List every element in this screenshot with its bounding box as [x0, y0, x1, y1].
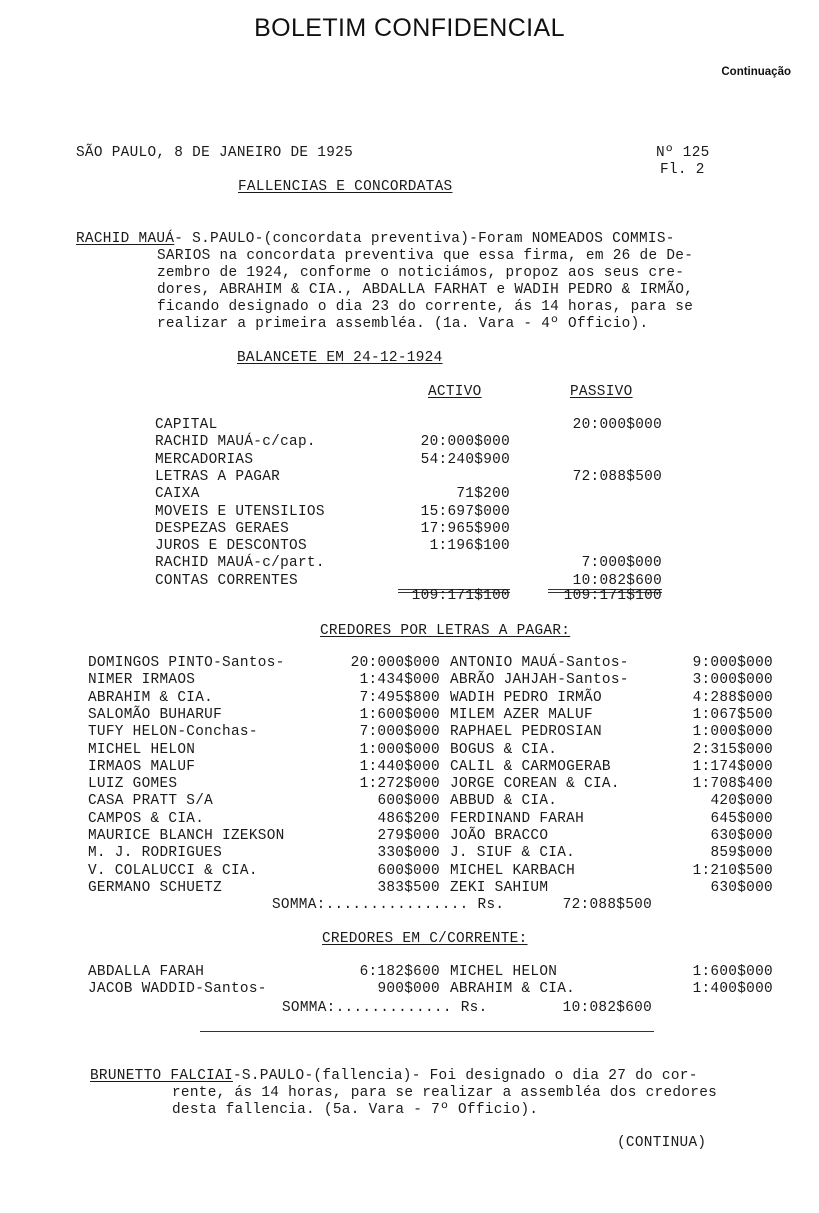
balance-row-passivo: 20:000$000	[572, 417, 662, 433]
creditor-amount: 1:600$000	[359, 706, 440, 723]
creditor-amount: 645$000	[710, 810, 773, 827]
creditor-amount: 383$500	[377, 879, 440, 896]
entry-line	[90, 1068, 698, 1086]
creditor-name: M. J. RODRIGUES	[88, 845, 223, 862]
balance-row-label: RACHID MAUÁ-c/part.	[155, 555, 325, 572]
balance-row-label: JUROS E DESCONTOS	[155, 538, 307, 555]
creditor-amount: 1:434$000	[359, 672, 440, 689]
creditor-amount: 1:708$400	[692, 776, 773, 793]
balance-row-label: MERCADORIAS	[155, 451, 254, 468]
creditor-amount: 20:000$000	[350, 655, 440, 671]
creditor-name: MICHEL HELON	[88, 741, 196, 758]
creditor-amount: 7:495$800	[359, 689, 440, 706]
creditor-name: ABBUD & CIA.	[450, 793, 558, 810]
creditor-name: JOÃO BRACCO	[450, 828, 549, 844]
creditor-amount: 630$000	[710, 879, 773, 896]
creditor-amount: 7:000$000	[359, 724, 440, 741]
continues-label: (CONTINUA)	[617, 1135, 707, 1151]
creditor-name: MAURICE BLANCH IZEKSON	[88, 828, 285, 844]
creditor-amount: 600$000	[377, 862, 440, 879]
issue-number: Nº 125	[656, 145, 710, 161]
creditor-name: ABRÃO JAHJAH-Santos-	[450, 672, 629, 689]
creditor-name: NIMER IRMAOS	[88, 672, 196, 689]
creditor-name: CAMPOS & CIA.	[88, 810, 205, 827]
creditor-amount: 1:400$000	[692, 981, 773, 998]
balance-row-passivo: 7:000$000	[581, 555, 662, 572]
entry-line: ficando designado o dia 23 do corrente, ás 14 horas, para se	[157, 299, 694, 315]
creditor-amount: 1:600$000	[692, 964, 773, 980]
balance-title: BALANCETE EM 24-12-1924	[237, 350, 443, 366]
entry-line: SARIOS na concordata preventiva que essa firma, em 26 de De-	[157, 248, 694, 264]
creditor-amount: 2:315$000	[692, 741, 773, 758]
creditor-name: FERDINAND FARAH	[450, 810, 585, 827]
creditor-amount: 1:000$000	[692, 724, 773, 741]
section-title: FALLENCIAS E CONCORDATAS	[238, 179, 453, 195]
creditor-amount: 486$200	[377, 810, 440, 827]
creditor-name: GERMANO SCHUETZ	[88, 879, 223, 896]
creditor-amount: 330$000	[377, 845, 440, 862]
creditor-name: DOMINGOS PINTO-Santos-	[88, 655, 285, 671]
creditor-amount: 1:440$000	[359, 758, 440, 775]
creditors-letters-title: CREDORES POR LETRAS A PAGAR:	[320, 623, 571, 639]
creditor-name: CALIL & CARMOGERAB	[450, 758, 611, 775]
creditor-name: ANTONIO MAUÁ-Santos-	[450, 655, 629, 671]
letters-sum-label: SOMMA:................ Rs.	[272, 897, 505, 913]
creditor-name: IRMAOS MALUF	[88, 758, 196, 775]
creditors-current-title: CREDORES EM C/CORRENTE:	[322, 931, 528, 947]
sheet-number: Fl. 2	[660, 162, 705, 178]
balance-row-passivo: 10:082$600	[572, 572, 662, 589]
creditor-amount: 600$000	[377, 793, 440, 810]
creditor-name: BOGUS & CIA.	[450, 741, 558, 758]
creditor-amount: 1:174$000	[692, 758, 773, 775]
activo-total: 109:171$100	[411, 588, 510, 604]
creditor-amount: 6:182$600	[359, 964, 440, 980]
balance-row-label: RACHID MAUÁ-c/cap.	[155, 434, 316, 451]
continuation-label: Continuação	[721, 66, 791, 78]
creditor-name: TUFY HELON-Conchas-	[88, 724, 258, 741]
creditor-name: LUIZ GOMES	[88, 776, 178, 793]
balance-row-activo: 71$200	[456, 486, 510, 503]
creditor-amount: 420$000	[710, 793, 773, 810]
creditor-name: WADIH PEDRO IRMÃO	[450, 689, 602, 706]
creditor-name: MICHEL HELON	[450, 964, 558, 980]
creditor-name: RAPHAEL PEDROSIAN	[450, 724, 602, 741]
creditor-name: V. COLALUCCI & CIA.	[88, 862, 258, 879]
creditor-amount: 9:000$000	[692, 655, 773, 671]
creditor-amount: 859$000	[710, 845, 773, 862]
balance-row-label: DESPEZAS GERAES	[155, 520, 290, 537]
balance-row-activo: 1:196$100	[429, 538, 510, 555]
entry-name: BRUNETTO FALCIAI	[90, 1068, 233, 1084]
creditor-amount: 1:000$000	[359, 741, 440, 758]
creditor-name: CASA PRATT S/A	[88, 793, 214, 810]
entry-line: zembro de 1924, conforme o noticiámos, propoz aos seus cre-	[157, 265, 685, 281]
letters-sum-value: 72:088$500	[562, 897, 652, 913]
creditor-amount: 3:000$000	[692, 672, 773, 689]
creditor-name: ZEKI SAHIUM	[450, 879, 549, 896]
creditor-name: ABRAHIM & CIA.	[450, 981, 576, 998]
passivo-total: 109:171$100	[563, 588, 662, 604]
balance-row-label: CONTAS CORRENTES	[155, 572, 298, 589]
creditor-name: MICHEL KARBACH	[450, 862, 576, 879]
balance-row-passivo: 72:088$500	[572, 468, 662, 485]
entry-name: RACHID MAUÁ	[76, 231, 175, 247]
creditor-amount: 1:272$000	[359, 776, 440, 793]
creditor-name: JACOB WADDID-Santos-	[88, 981, 267, 998]
entry-line: desta fallencia. (5a. Vara - 7º Officio).	[172, 1102, 539, 1118]
creditor-amount: 1:067$500	[692, 706, 773, 723]
creditor-name: SALOMÃO BUHARUF	[88, 706, 223, 723]
creditor-amount: 4:288$000	[692, 689, 773, 706]
balance-row-activo: 15:697$000	[420, 503, 510, 520]
creditor-name: JORGE COREAN & CIA.	[450, 776, 620, 793]
balance-row-activo: 20:000$000	[420, 434, 510, 451]
entry-line: dores, ABRAHIM & CIA., ABDALLA FARHAT e WADIH PEDRO & IRMÃO,	[157, 282, 694, 298]
creditor-name: J. SIUF & CIA.	[450, 845, 576, 862]
creditor-amount: 630$000	[710, 828, 773, 844]
entry-line	[76, 231, 675, 249]
entry-line: rente, ás 14 horas, para se realizar a assembléa dos credores	[172, 1085, 718, 1101]
creditor-name: ABRAHIM & CIA.	[88, 689, 214, 706]
passivo-header: PASSIVO	[570, 384, 633, 400]
current-sum-label: SOMMA:............. Rs.	[282, 1000, 488, 1016]
creditor-amount: 279$000	[377, 828, 440, 844]
balance-row-activo: 54:240$900	[420, 451, 510, 468]
balance-row-label: LETRAS A PAGAR	[155, 468, 281, 485]
creditor-name: MILEM AZER MALUF	[450, 706, 593, 723]
section-divider	[200, 1031, 654, 1032]
entry-text: - S.PAULO-(concordata preventiva)-Foram NOMEADOS COMMIS-	[174, 231, 675, 247]
document-title: BOLETIM CONFIDENCIAL	[254, 14, 565, 42]
creditor-amount: 1:210$500	[692, 862, 773, 879]
creditor-amount: 900$000	[377, 981, 440, 998]
balance-row-label: MOVEIS E UTENSILIOS	[155, 503, 325, 520]
current-sum-value: 10:082$600	[562, 1000, 652, 1016]
balance-row-label: CAPITAL	[155, 417, 218, 433]
creditor-name: ABDALLA FARAH	[88, 964, 205, 980]
balance-row-label: CAIXA	[155, 486, 200, 503]
activo-header: ACTIVO	[428, 384, 482, 400]
entry-line: realizar a primeira assembléa. (1a. Vara - 4º Officio).	[157, 316, 649, 332]
entry-text: -S.PAULO-(fallencia)- Foi designado o dia 27 do cor-	[232, 1068, 698, 1084]
place-date: SÃO PAULO, 8 DE JANEIRO DE 1925	[76, 145, 354, 161]
balance-row-activo: 17:965$900	[420, 520, 510, 537]
